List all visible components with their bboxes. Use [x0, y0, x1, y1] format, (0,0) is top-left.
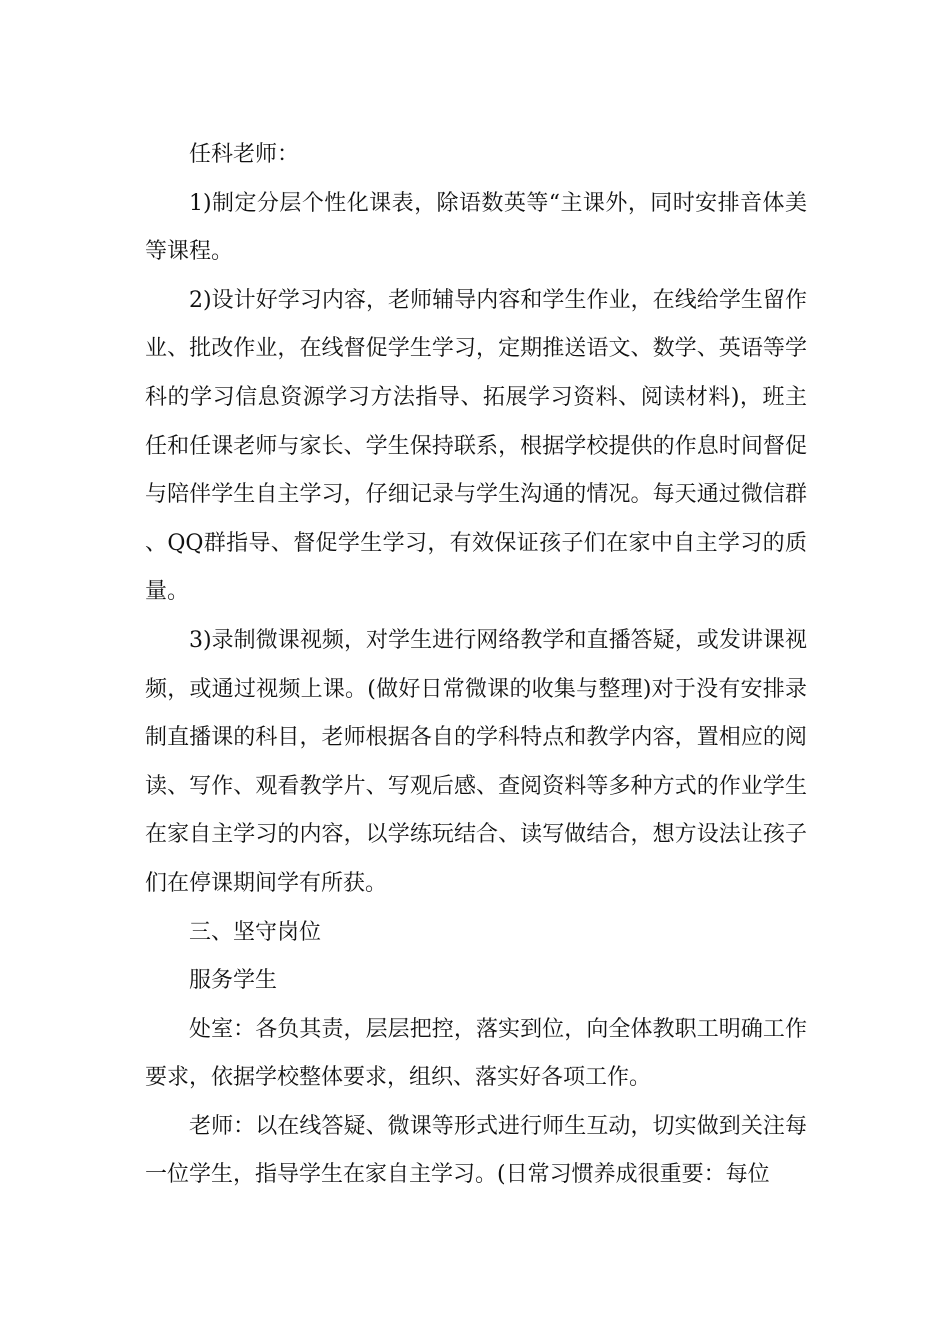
paragraph-teachers-heading: 任科老师： [189, 142, 300, 167]
paragraph-item-1: 1)制定分层个性化课表，除语数英等“主课外，同时安排音体美等课程。 [145, 190, 807, 265]
paragraph-teacher: 老师：以在线答疑、微课等形式进行师生互动，切实做到关注每一位学生，指导学生在家自主学习。(日常习惯养成很重要：每位 [145, 1113, 807, 1188]
paragraph-item-3: 3)录制微课视频，对学生进行网络教学和直播答疑，或发讲课视频，或通过视频上课。(做好日常微课的收集与整理)对于没有安排录制直播课的科目，老师根据各自的学科特点和教学内容，置相应的阅读、写作、观看教学片、写观后感、查阅资料等多种方式的作业学生在家自主学习的内容，以学练玩结合、读写做结合，想方设法让孩子们在停课期间学有所获。 [145, 627, 807, 896]
paragraph-item-2: 2)设计好学习内容，老师辅导内容和学生作业，在线给学生留作业、批改作业，在线督促学生学习，定期推送语文、数学、英语等学科的学习信息资源学习方法指导、拓展学习资料、阅读材料)，班主任和任课老师与家长、学生保持联系，根据学校提供的作息时间督促与陪伴学生自主学习，仔细记录与学生沟通的情况。每天通过微信群、QQ群指导、督促学生学习，有效保证孩子们在家中自主学习的质量。 [145, 287, 807, 605]
document-body [145, 131, 807, 1200]
subheading-serve-students: 服务学生 [189, 968, 278, 994]
paragraph-office: 处室：各负其责，层层把控，落实到位，向全体教职工明确工作要求，依据学校整体要求，组织、落实好各项工作。 [145, 1016, 807, 1091]
section-heading-3: 三、坚守岗位 [189, 919, 322, 945]
